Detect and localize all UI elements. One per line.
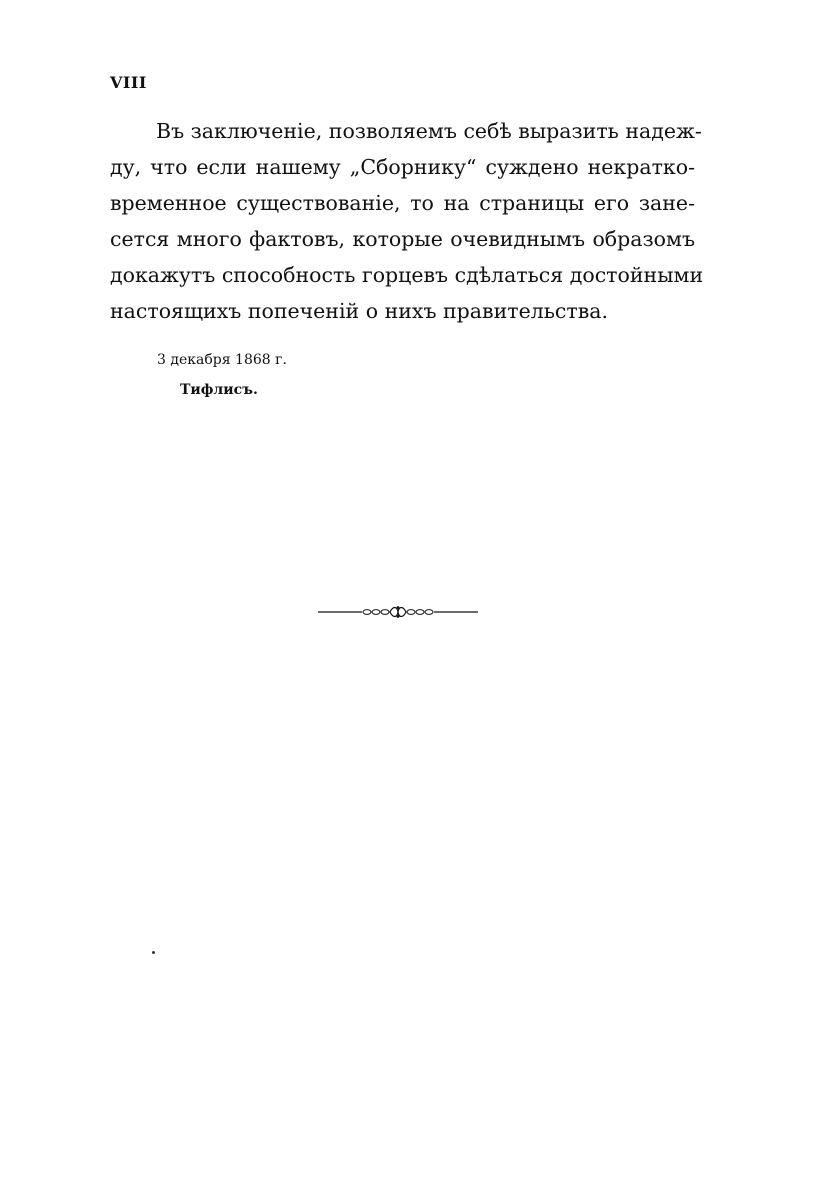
- paragraph-line: настоящихъ попеченiй о нихъ правительства.: [110, 299, 608, 323]
- decorative-rule-icon: [318, 603, 478, 621]
- paragraph-line: Въ заключенiе, позволяемъ себѣ выразить надеж-: [156, 119, 702, 143]
- signature-date: 3 декабря 1868 г.: [157, 352, 287, 368]
- page-number: VIII: [110, 73, 147, 92]
- paragraph-line: докажутъ способность горцевъ сдѣлаться достойными: [110, 263, 704, 287]
- paragraph-line: временное существованiе, то на страницы его зане-: [110, 191, 695, 215]
- closing-paragraph: [110, 113, 704, 329]
- paragraph-line: ду, что если нашему „Сборнику“ суждено некратко-: [110, 155, 695, 179]
- paragraph-line: сется много фактовъ, которые очевиднымъ образомъ: [110, 227, 695, 251]
- signature-place: Тифлисъ.: [180, 382, 258, 398]
- print-speck: [152, 951, 155, 954]
